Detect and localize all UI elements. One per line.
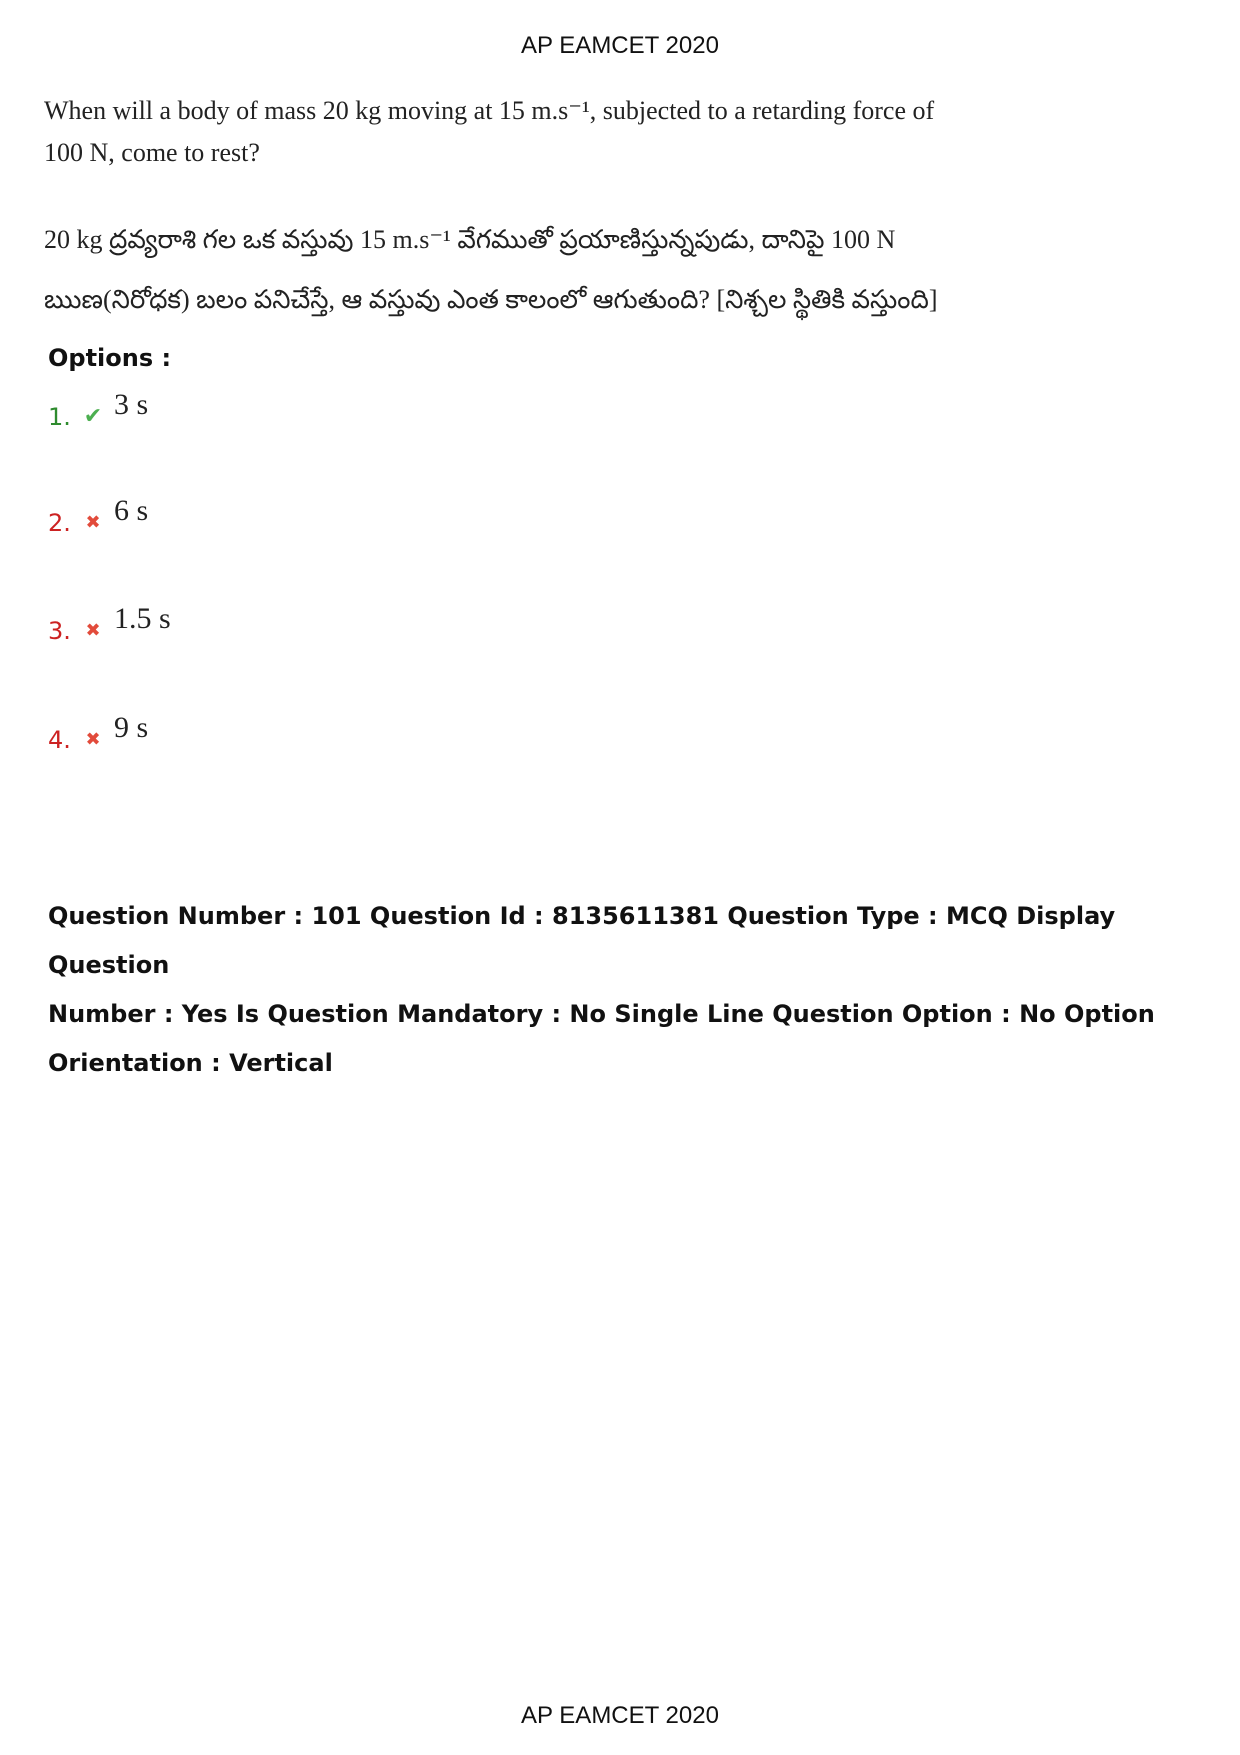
option-value: 6 s: [114, 494, 149, 527]
question-text: [44, 90, 964, 330]
check-icon: ✔: [83, 404, 103, 429]
metadata-line-3: Orientation : Vertical: [48, 1049, 333, 1077]
option-value: 1.5 s: [114, 602, 171, 635]
option-number: 1.: [48, 403, 71, 431]
option-4: [48, 705, 148, 755]
option-3: [48, 596, 171, 646]
options-title: Options :: [48, 344, 172, 372]
option-value: 3 s: [114, 388, 149, 421]
cross-icon: ✖: [85, 729, 101, 750]
page-footer: AP EAMCET 2020: [521, 1702, 719, 1729]
page-header: AP EAMCET 2020: [521, 32, 719, 59]
cross-icon: ✖: [85, 620, 101, 641]
option-number: 4.: [48, 726, 71, 754]
metadata-line-2: Number : Yes Is Question Mandatory : No Single Line Question Option : No Option: [48, 1000, 1155, 1028]
option-number: 3.: [48, 617, 71, 645]
metadata-line-1: Question Number : 101 Question Id : 8135611381 Question Type : MCQ Display Question: [48, 902, 1116, 979]
option-1: [48, 382, 148, 432]
option-number: 2.: [48, 509, 71, 537]
question-telugu-line-1: 20 kg ద్రవ్యరాశి గల ఒక వస్తువు 15 m.s⁻¹ వేగముతో ప్రయాణిస్తున్నపుడు, దానిపై 100 N: [44, 225, 896, 254]
option-value: 9 s: [114, 711, 149, 744]
question-telugu: [44, 210, 964, 330]
question-english-line-2: 100 N, come to rest?: [44, 138, 260, 167]
question-telugu-line-2: ఋణ(నిరోధక) బలం పనిచేస్తే, ఆ వస్తువు ఎంత కాలంలో ఆగుతుంది? [నిశ్చల స్థితికి వస్తుంది]: [44, 285, 938, 314]
question-metadata: [48, 892, 1198, 1088]
question-english-line-1: When will a body of mass 20 kg moving at 15 m.s⁻¹, subjected to a retarding force of: [44, 96, 935, 125]
cross-icon: ✖: [85, 512, 101, 533]
option-2: [48, 488, 148, 538]
